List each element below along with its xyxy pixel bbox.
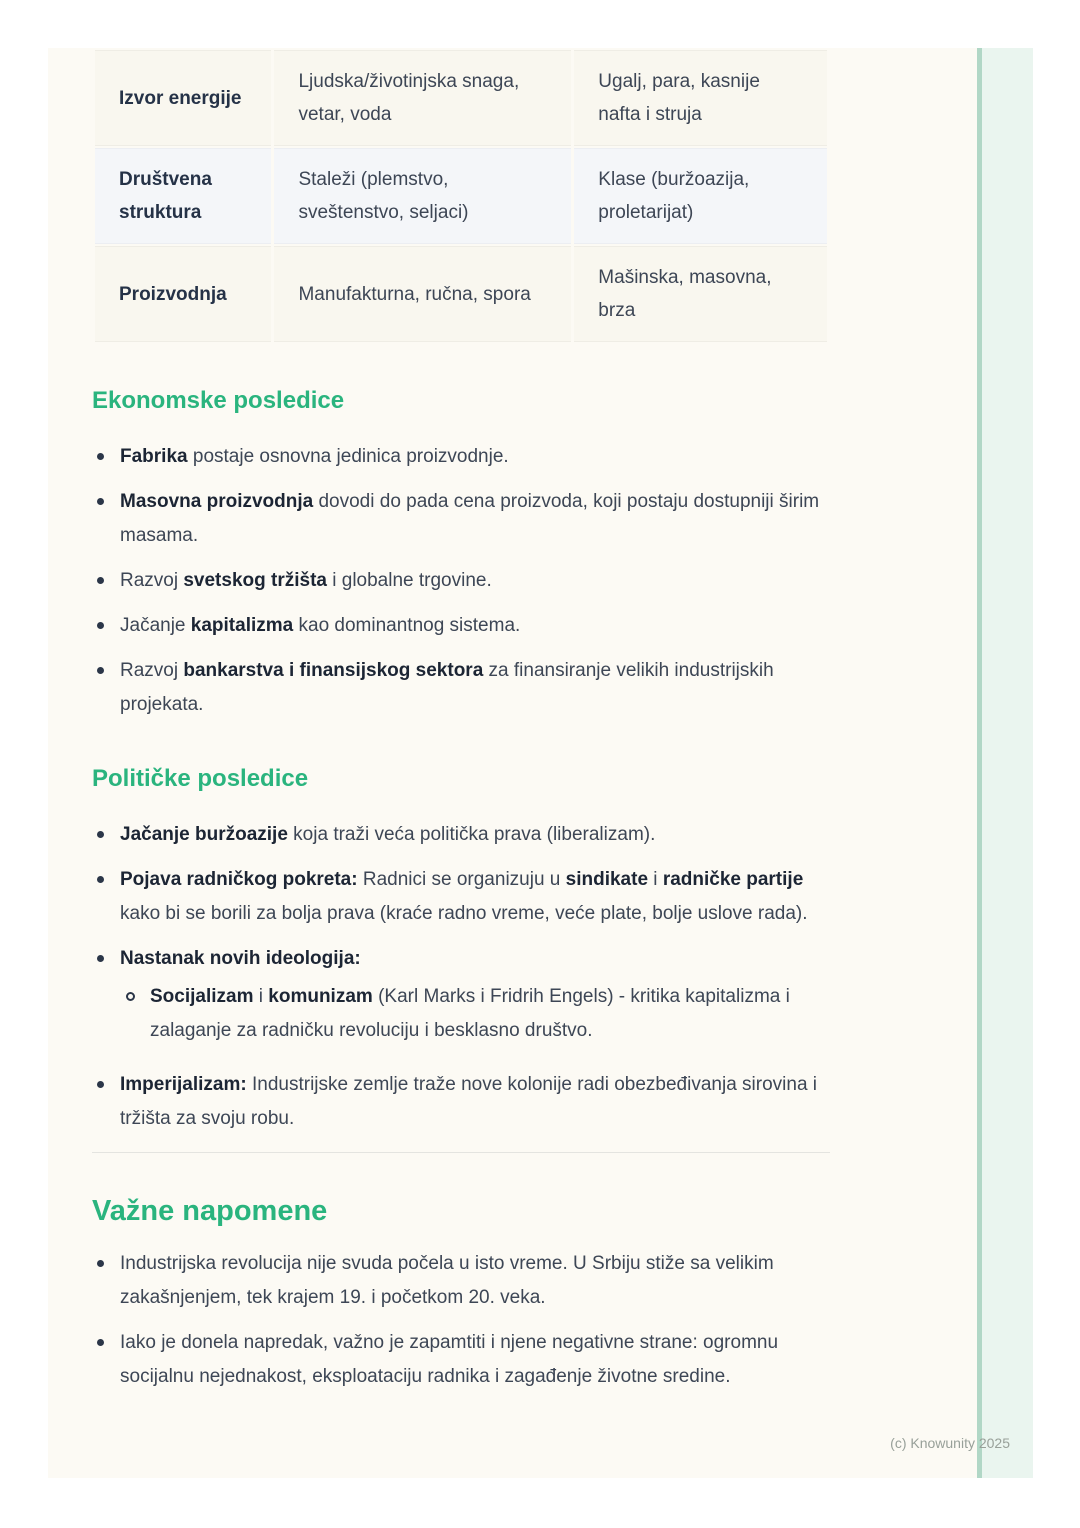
table-row (95, 148, 827, 244)
disc-bullet-icon (97, 667, 104, 674)
row-value-cell: Staleži (plemstvo, sveštenstvo, seljaci) (274, 148, 571, 244)
disc-bullet-icon (97, 1081, 104, 1088)
bullet-item: Masovna proizvodnja dovodi do pada cena proizvoda, koji postaju dostupniji širim masama. (92, 485, 830, 553)
row-label-cell: Proizvodnja (95, 246, 271, 342)
disc-bullet-icon (97, 498, 104, 505)
bullet-item: Jačanje buržoazije koja traži veća politička prava (liberalizam). (92, 818, 830, 852)
section-heading: Ekonomske posledice (92, 387, 345, 414)
row-value-cell: Klase (buržoazija, proletarijat) (574, 148, 827, 244)
section-heading: Političke posledice (92, 765, 309, 792)
sub-bullet-item: Socijalizam i komunizam (Karl Marks i Fridrih Engels) - kritika kapitalizma i zalaganje za radničku revoluciju i besklasno društvo. (124, 980, 830, 1048)
bullet-list (92, 440, 830, 722)
sections-container (92, 386, 830, 1394)
disc-bullet-icon (97, 831, 104, 838)
circle-bullet-icon (126, 992, 135, 1001)
document-content (92, 48, 830, 1405)
row-value-cell: Manufakturna, ručna, spora (274, 246, 571, 342)
bullet-item: Razvoj bankarstva i finansijskog sektora za finansiranje velikih industrijskih projekata. (92, 654, 830, 722)
bullet-list (92, 1247, 830, 1394)
bullet-item: Pojava radničkog pokreta: Radnici se organizuju u sindikate i radničke partije kako bi se borili za bolja prava (kraće radno vreme, veće plate, bolje uslove rada). (92, 863, 830, 931)
comparison-table-body (95, 50, 827, 342)
row-value-cell: Ljudska/životinjska snaga, vetar, voda (274, 50, 571, 146)
document-card (48, 48, 1033, 1478)
bullet-item: Razvoj svetskog tržišta i globalne trgovine. (92, 564, 830, 598)
bullet-item: Jačanje kapitalizma kao dominantnog sistema. (92, 609, 830, 643)
bullet-item: Iako je donela napredak, važno je zapamtiti i njene negativne strane: ogromnu socijalnu nejednakost, eksploataciju radnika i zagađenje životne sredine. (92, 1326, 830, 1394)
bullet-item: Imperijalizam: Industrijske zemlje traže nove kolonije radi obezbeđivanja sirovina i tržišta za svoju robu. (92, 1068, 830, 1136)
table-row (95, 246, 827, 342)
row-value-cell: Mašinska, masovna, brza (574, 246, 827, 342)
comparison-table (92, 48, 830, 344)
right-accent-strip (977, 48, 1033, 1478)
row-label-cell: Izvor energije (95, 50, 271, 146)
bullet-item: Nastanak novih ideologija: (92, 942, 830, 976)
disc-bullet-icon (97, 876, 104, 883)
bullet-list (92, 818, 830, 1136)
disc-bullet-icon (97, 577, 104, 584)
bullet-item: Fabrika postaje osnovna jedinica proizvodnje. (92, 440, 830, 474)
disc-bullet-icon (97, 1260, 104, 1267)
disc-bullet-icon (97, 453, 104, 460)
section-heading: Važne napomene (92, 1195, 328, 1227)
section-divider (92, 1152, 830, 1153)
disc-bullet-icon (97, 955, 104, 962)
disc-bullet-icon (97, 622, 104, 629)
row-label-cell: Društvena struktura (95, 148, 271, 244)
copyright-text: (c) Knowunity 2025 (890, 1435, 1010, 1451)
row-value-cell: Ugalj, para, kasnije nafta i struja (574, 50, 827, 146)
bullet-item: Industrijska revolucija nije svuda počela u isto vreme. U Srbiju stiže sa velikim zakašnjenjem, tek krajem 19. i početkom 20. veka. (92, 1247, 830, 1315)
table-row (95, 50, 827, 146)
disc-bullet-icon (97, 1339, 104, 1346)
